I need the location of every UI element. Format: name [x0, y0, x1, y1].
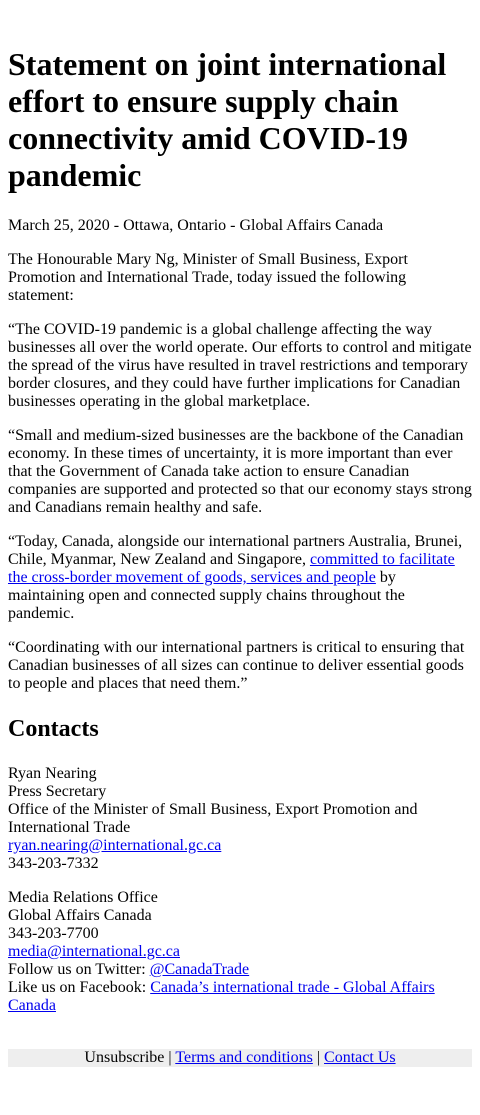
paragraph-1: “The COVID-19 pandemic is a global challenge affecting the way businesses all over the world operate. Our efforts to control and mitigate the spread of the virus have resulted in travel restrictions and temporary border closures, and they could have further implications for Canadian businesses operating in the global marketplace.	[8, 321, 472, 410]
contact-name: Ryan Nearing	[8, 765, 97, 782]
facebook-link[interactable]: Canada’s international trade - Global Affairs Canada	[8, 979, 435, 1014]
twitter-label: Follow us on Twitter:	[8, 961, 150, 978]
footer-bar	[8, 1049, 472, 1067]
paragraph-4: “Coordinating with our international partners is critical to ensuring that Canadian businesses of all sizes can continue to deliver essential goods to people and places that need them.”	[8, 639, 465, 692]
dateline: March 25, 2020 - Ottawa, Ontario - Global Affairs Canada	[8, 217, 384, 234]
paragraph-3-before: “Today, Canada, alongside our international partners Australia, Brunei, Chile, Myanmar, New Zealand and Singapore,	[8, 533, 463, 568]
media-office: Media Relations Office	[8, 889, 158, 906]
paragraph-3	[8, 533, 472, 623]
footer-separator: |	[312, 1049, 325, 1066]
facebook-line	[8, 979, 472, 1015]
twitter-link[interactable]: @CanadaTrade	[149, 961, 250, 978]
media-phone: 343-203-7700	[8, 925, 99, 942]
contact-us-link[interactable]: Contact Us	[324, 1049, 396, 1066]
terms-link[interactable]: Terms and conditions	[175, 1049, 313, 1066]
contact-email-link[interactable]: ryan.nearing@international.gc.ca	[8, 837, 222, 854]
unsubscribe-text: Unsubscribe	[84, 1049, 165, 1066]
footer-separator: |	[164, 1049, 176, 1066]
intro-paragraph: The Honourable Mary Ng, Minister of Small Business, Export Promotion and International Trade, today issued the following statement:	[8, 251, 408, 304]
twitter-line	[8, 961, 472, 979]
contact-office: Office of the Minister of Small Business, Export Promotion and International Trade	[8, 801, 418, 836]
page-title: Statement on joint international effort to ensure supply chain connectivity amid COVID-19 pandemic	[8, 46, 447, 193]
media-org: Global Affairs Canada	[8, 907, 152, 924]
statement-page	[0, 46, 480, 1067]
contacts-heading: Contacts	[8, 716, 99, 742]
paragraph-3-after: by maintaining open and connected supply chains throughout the pandemic.	[8, 569, 405, 622]
facebook-label: Like us on Facebook:	[8, 979, 151, 996]
contact-role: Press Secretary	[8, 783, 107, 800]
contact-phone: 343-203-7332	[8, 855, 99, 872]
media-email-link[interactable]: media@international.gc.ca	[8, 943, 180, 960]
contact-ryan-nearing	[8, 765, 472, 873]
paragraph-2: “Small and medium-sized businesses are the backbone of the Canadian economy. In these times of uncertainty, it is more important than ever that the Government of Canada take action to ensure Canadian companies are supported and protected so that our economy stays strong and Canadians remain healthy and safe.	[8, 427, 472, 516]
contact-media-relations	[8, 889, 472, 1015]
supply-chain-commitment-link[interactable]: committed to facilitate the cross-border movement of goods, services and people	[8, 551, 455, 586]
